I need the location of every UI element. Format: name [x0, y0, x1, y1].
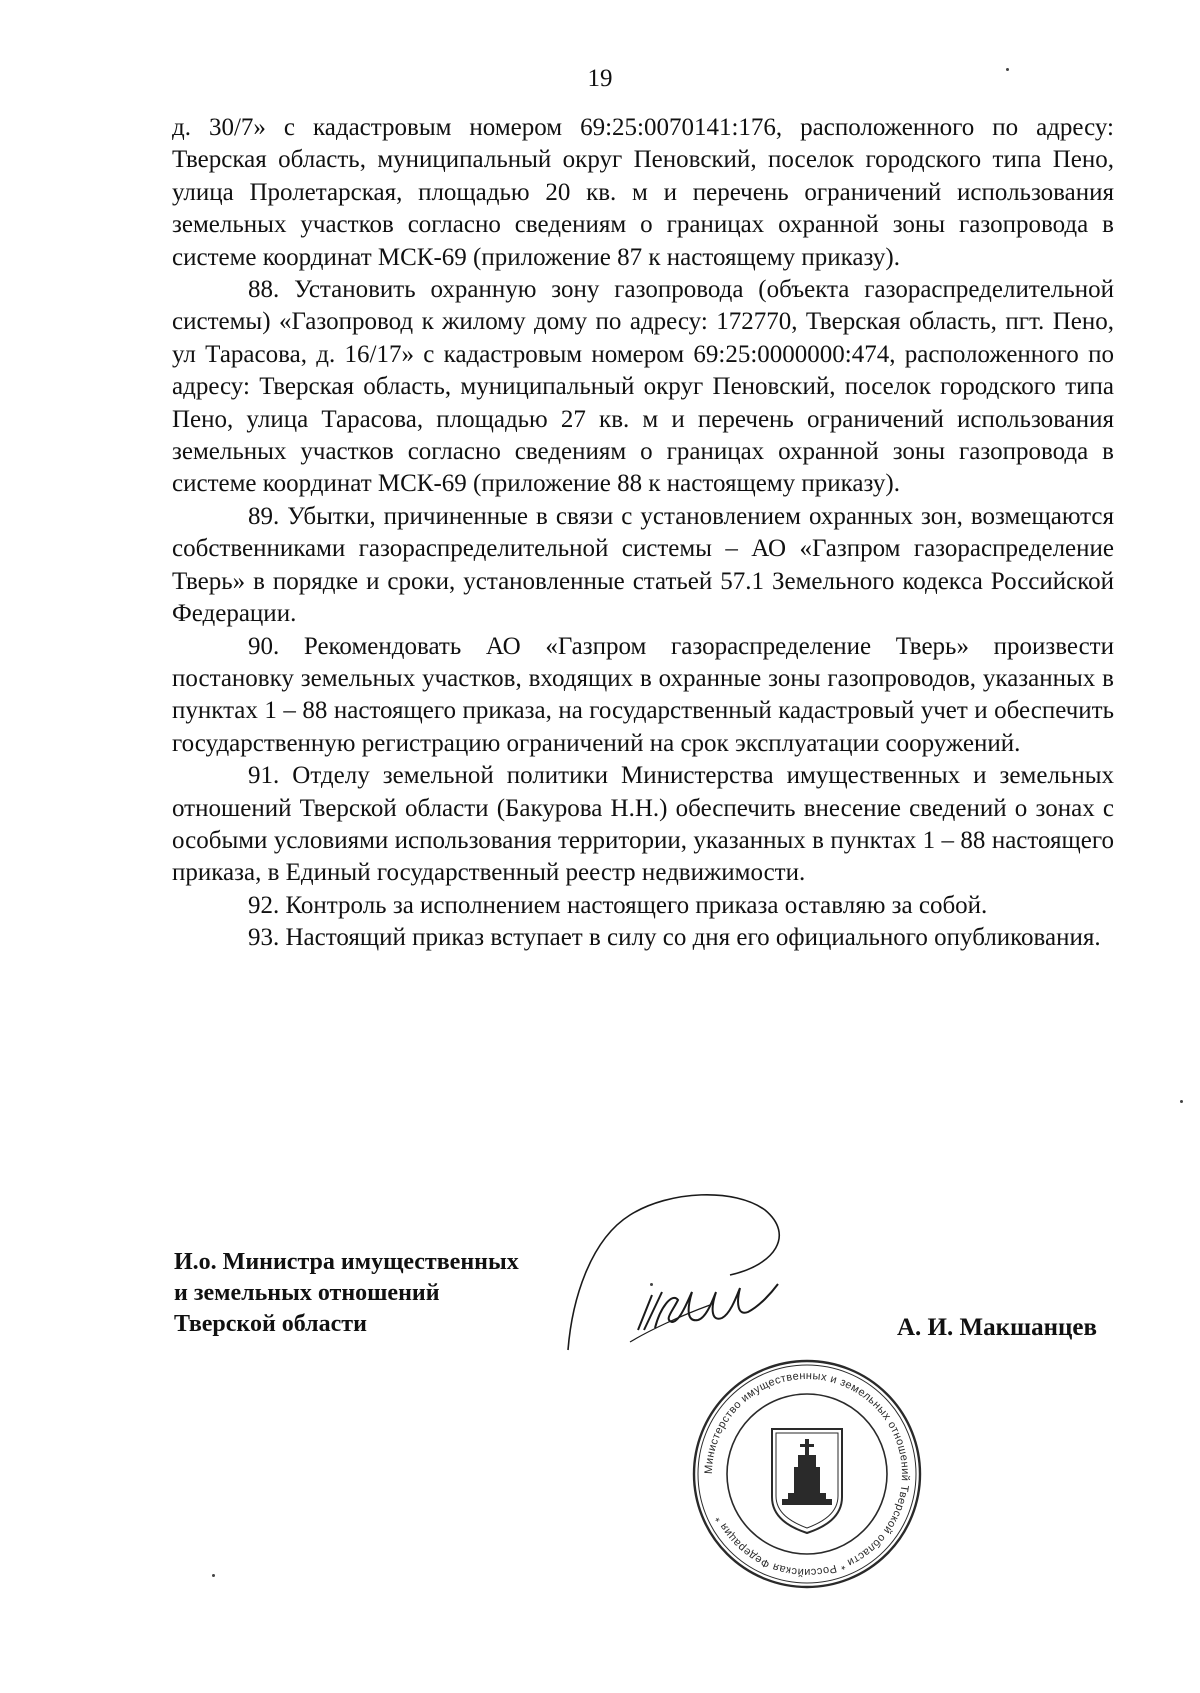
- scan-speck: [212, 1574, 215, 1577]
- signatory-position: [174, 1247, 519, 1340]
- signatory-position-line: и земельных отношений: [174, 1280, 440, 1306]
- paragraph-continuation: д. 30/7» с кадастровым номером 69:25:0070141:176, расположенного по адресу: Тверская область, муниципальный округ Пеновский, поселок городского типа Пено, улица Пролетарская, площадью 20 кв. м и перечень ограничений использования земельных участков согласно сведениям о границах охранной зоны газопровода в системе координат МСК-69 (приложение 87 к настоящему приказу).: [172, 114, 1114, 271]
- scan-speck: [650, 1283, 653, 1286]
- document-body: [172, 112, 1114, 955]
- paragraph-item-89: 89. Убытки, причиненные в связи с установлением охранных зон, возмещаются собственниками газораспределительной системы – АО «Газпром газораспределение Тверь» в порядке и сроки, установленные статьей 57.1 Земельного кодекса Российской Федерации.: [172, 502, 1114, 628]
- page-number: 19: [587, 65, 613, 92]
- paragraph-item-88: 88. Установить охранную зону газопровода (объекта газораспределительной системы) «Газопровод к жилому дому по адресу: 172770, Тверская область, пгт. Пено, ул Тарасова, д. 16/17» с кадастровым номером 69:25:0000000:474, расположенного по адресу: Тверская область, муниципальный округ Пеновский, поселок городского типа Пено, улица Тарасова, площадью 27 кв. м и перечень ограничений использования земельных участков согласно сведениям о границах охранной зоны газопровода в системе координат МСК-69 (приложение 88 к настоящему приказу).: [172, 276, 1114, 498]
- signatory-position-line: Тверской области: [174, 1311, 367, 1337]
- seal-text: Министерство имущественных и земельных отношений Тверской области * Российская Федерация *: [702, 1369, 912, 1579]
- paragraph-item-90: 90. Рекомендовать АО «Газпром газораспределение Тверь» произвести постановку земельных участков, входящих в охранные зоны газопроводов, указанных в пунктах 1 – 88 настоящего приказа, на государственный кадастровый учет и обеспечить государственную регистрацию ограничений на срок эксплуатации сооружений.: [172, 632, 1114, 757]
- paragraph-item-91: 91. Отделу земельной политики Министерства имущественных и земельных отношений Тверской области (Бакурова Н.Н.) обеспечить внесение сведений о зонах с особыми условиями использования территории, указанных в пунктах 1 – 88 настоящего приказа, в Единый государственный реестр недвижимости.: [172, 762, 1114, 887]
- scan-speck: [1180, 1100, 1183, 1103]
- scan-speck: [1006, 68, 1009, 71]
- signatory-name: А. И. Макшанцев: [897, 1314, 1098, 1341]
- official-seal: [690, 1357, 924, 1591]
- paragraph-item-93: 93. Настоящий приказ вступает в силу со дня его официального опубликования.: [248, 924, 1101, 952]
- handwritten-signature: [560, 1180, 860, 1370]
- signatory-position-line: И.о. Министра имущественных: [174, 1249, 519, 1275]
- paragraph-item-92: 92. Контроль за исполнением настоящего приказа оставляю за собой.: [248, 891, 988, 919]
